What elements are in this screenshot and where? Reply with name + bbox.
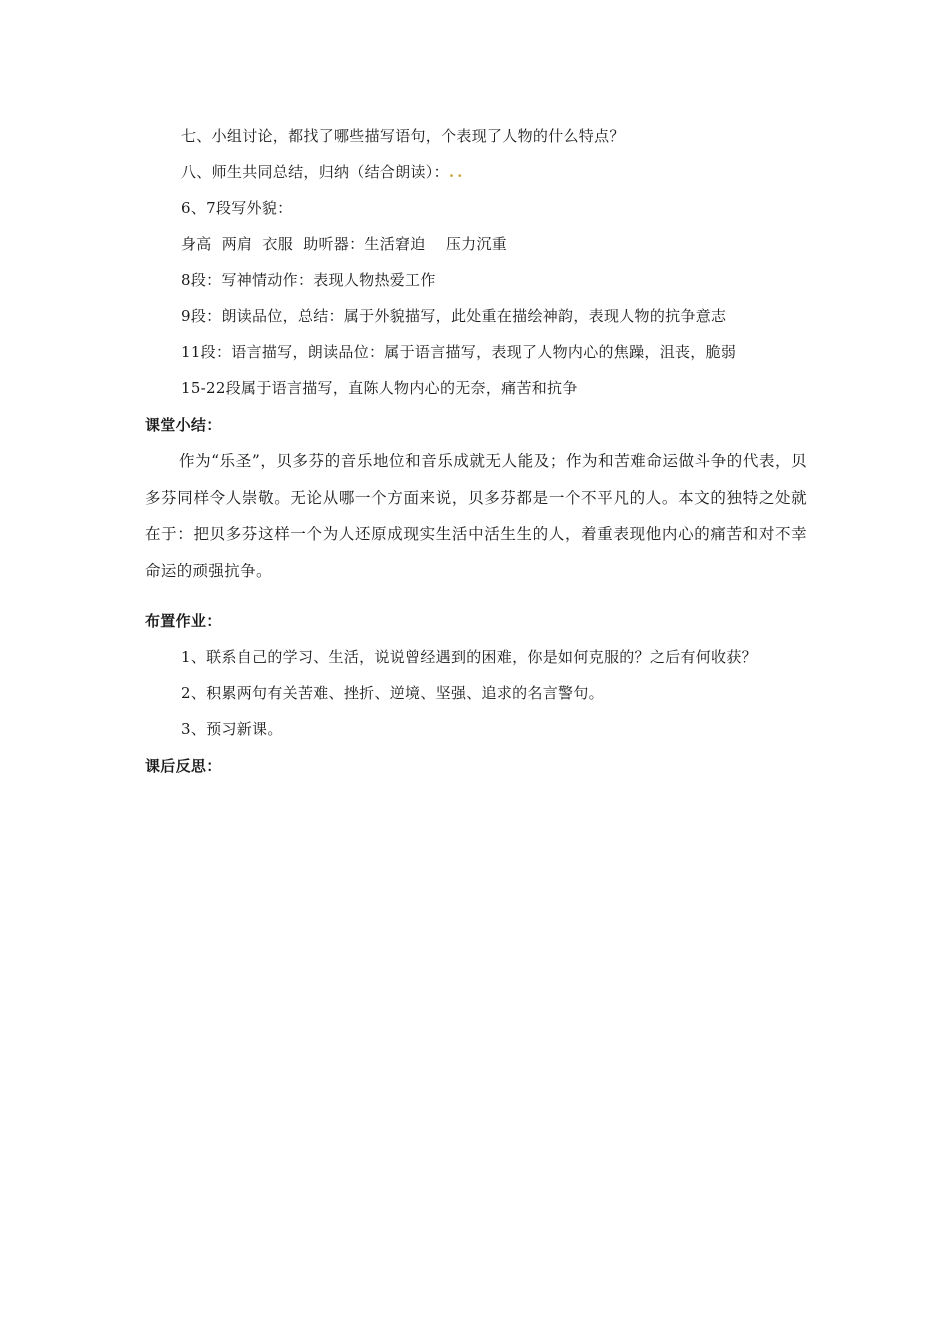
- mark-dots: ..: [448, 163, 466, 181]
- homework-heading: 布置作业：: [145, 612, 222, 630]
- reflection-heading: 课后反思：: [145, 757, 222, 775]
- summary-heading: 课堂小结：: [145, 416, 222, 434]
- paragraph-9-line: 9段：朗读品位，总结：属于外貌描写，此处重在描绘神韵，表现人物的抗争意志: [181, 307, 727, 325]
- summary-intro-line: [181, 162, 465, 182]
- discussion-line: 七、小组讨论，都找了哪些描写语句，个表现了人物的什么特点？: [181, 127, 625, 145]
- summary-intro-text: 八、师生共同总结，归纳（结合朗读）：: [181, 163, 449, 181]
- homework-item: 3、预习新课。: [181, 720, 283, 738]
- paragraph-15-22-line: 15-22段属于语言描写，直陈人物内心的无奈，痛苦和抗争: [181, 379, 578, 397]
- summary-paragraph: 作为“乐圣”，贝多芬的音乐地位和音乐成就无人能及；作为和苦难命运做斗争的代表，贝多芬同样令人崇敬。无论从哪一个方面来说，贝多芬都是一个不平凡的人。本文的独特之处就在于：把贝多芬这样一个为人还原成现实生活中活生生的人，着重表现他内心的痛苦和对不幸命运的顽强抗争。: [145, 452, 807, 580]
- paragraph-11-line: 11段：语言描写，朗读品位：属于语言描写，表现了人物内心的焦躁，沮丧，脆弱: [181, 343, 737, 361]
- homework-item: 2、积累两句有关苦难、挫折、逆境、坚强、追求的名言警句。: [181, 684, 604, 702]
- paragraph-8-line: 8段：写神情动作：表现人物热爱工作: [181, 271, 436, 289]
- appearance-line: 6、7段写外貌：: [181, 199, 293, 217]
- appearance-details-line: 身高 两肩 衣服 助听器：生活窘迫 压力沉重: [181, 235, 508, 253]
- homework-item: 1、联系自己的学习、生活，说说曾经遇到的困难，你是如何克服的？之后有何收获？: [181, 648, 757, 666]
